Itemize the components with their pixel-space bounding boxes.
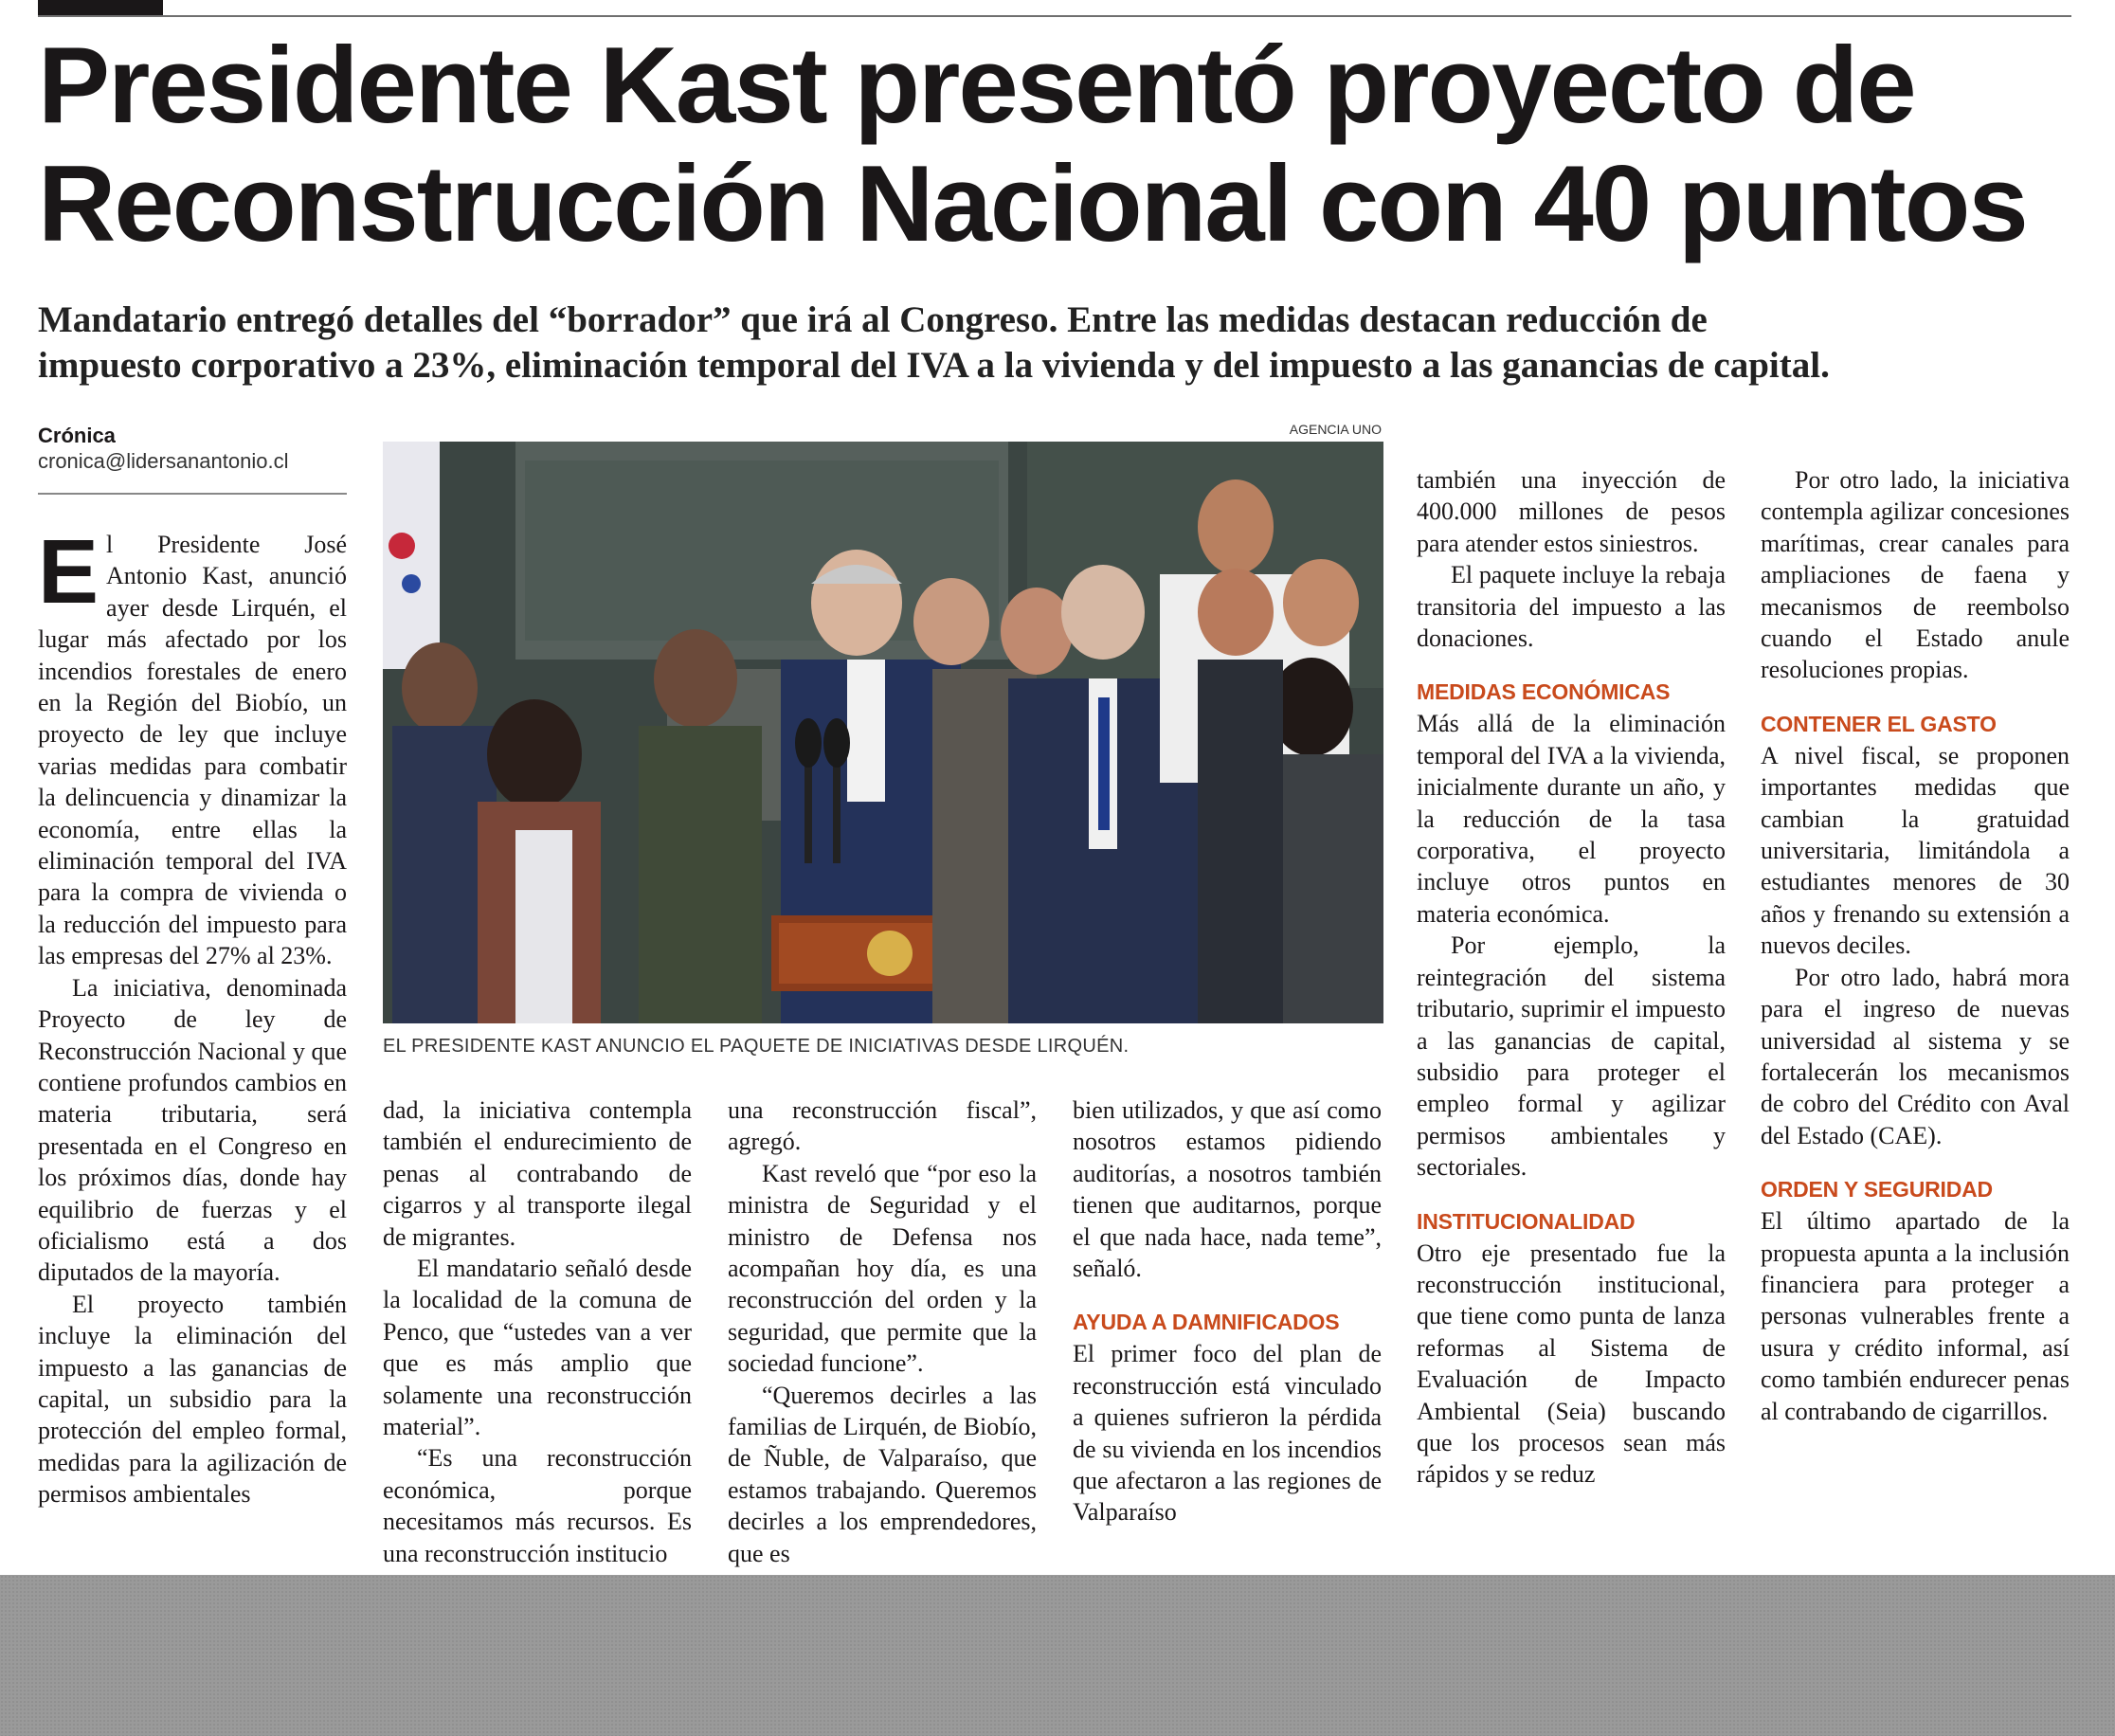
photo-credit: AGENCIA UNO — [1289, 422, 1382, 437]
subhead-medidas-economicas: MEDIDAS ECONÓMICAS — [1417, 679, 1671, 705]
paragraph: también una inyección de 400.000 millones de pesos para atender estos siniestros. — [1417, 466, 1726, 557]
paragraph: una reconstrucción fiscal”, agregó. — [728, 1096, 1037, 1156]
paragraph: Por otro lado, habrá mora para el ingreso de nuevas universidad al sistema y se fortalecerán los mecanismos de cobro del Crédito con Aval del Estado (CAE). — [1761, 963, 2070, 1149]
paragraph: bien utilizados, y que así como nosotros estamos pidiendo auditorías, a nosotros también tienen que auditarnos, porque el que nada hace, nada teme”, señaló. — [1073, 1096, 1382, 1283]
paragraph: El paquete incluye la rebaja transitoria del impuesto a las donaciones. — [1417, 561, 1726, 653]
subhead-contener-el-gasto: CONTENER EL GASTO — [1761, 711, 1997, 736]
photo-caption: EL PRESIDENTE KAST ANUNCIO EL PAQUETE DE INICIATIVAS DESDE LIRQUÉN. — [383, 1036, 1130, 1057]
paragraph: La iniciativa, denominada Proyecto de ley de Reconstrucción Nacional y que contiene profundos cambios en materia tributaria, será presentada en el Congreso en los próximos días, donde hay equilibrio de fuerzas y el oficialismo está a dos diputados de la mayoría. — [38, 973, 347, 1287]
subhead-orden-y-seguridad: ORDEN Y SEGURIDAD — [1761, 1177, 1993, 1203]
paragraph: dad, la iniciativa contempla también el endurecimiento de penas al contrabando de cigarros y al transporte ilegal de migrantes. — [383, 1096, 692, 1251]
subhead-ayuda-a-damnificados: AYUDA A DAMNIFICADOS — [1073, 1310, 1340, 1335]
paragraph: El último apartado de la propuesta apunta a la inclusión financiera para proteger a personas vulnerables frente a usura y crédito informal, así como también endurecer penas al contrabando de cigarrillos. — [1761, 1207, 2070, 1425]
column-3 — [728, 1094, 1037, 1592]
paragraph: “Queremos decirles a las familias de Lirquén, de Biobío, de Ñuble, de Valparaíso, que estamos trabajando. Queremos decirles a los emprendedores, que es — [728, 1381, 1037, 1567]
paragraph: Kast reveló que “por eso la ministra de Seguridad y el ministro de Defensa nos acompañan hoy día, es una reconstrucción del orden y la seguridad, que permite que la sociedad funcione”. — [728, 1159, 1037, 1378]
top-rule — [38, 15, 2071, 17]
byline-section: Crónica — [38, 424, 116, 447]
subhead-institucionalidad: INSTITUCIONALIDAD — [1417, 1208, 1636, 1234]
paragraph: El proyecto también incluye la eliminación del impuesto a las ganancias de capital, un subsidio para la protección del empleo formal, medidas para la agilización de permisos ambientales — [38, 1290, 347, 1509]
headline-line-2: Reconstrucción Nacional con 40 puntos — [38, 144, 2027, 264]
press-conference-illustration — [383, 442, 1383, 1023]
paragraph: “Es una reconstrucción económica, porque necesitamos más recursos. Es una reconstrucción institucio — [383, 1444, 692, 1567]
news-photo — [383, 442, 1383, 1023]
dropcap-letter: E — [38, 529, 99, 623]
bottom-grey-overlay — [0, 1575, 2115, 1736]
deck-subtitle — [38, 298, 2094, 389]
column-6 — [1761, 464, 2070, 1592]
column-5 — [1417, 464, 1726, 1592]
deck-line-2: impuesto corporativo a 23%, eliminación temporal del IVA a la vivienda y del impuesto a las ganancias de capital. — [38, 345, 1830, 386]
paragraph: El primer foco del plan de reconstrucción está vinculado a quienes sufrieron la pérdida de su vivienda en los incendios que afectaron a las regiones de Valparaíso — [1073, 1340, 1382, 1527]
column-4 — [1073, 1094, 1382, 1592]
paragraph: El mandatario señaló desde la localidad de la comuna de Penco, que “ustedes van a ver que es más amplio que solamente una reconstrucción material”. — [383, 1255, 692, 1441]
paragraph: Más allá de la eliminación temporal del IVA a la vivienda, inicialmente durante un año, y la reducción de la tasa corporativa, el proyecto incluye otros puntos en materia económica. — [1417, 710, 1726, 928]
byline-email: cronica@lidersanantonio.cl — [38, 449, 289, 473]
paragraph: A nivel fiscal, se proponen importantes medidas que cambian la gratuidad universitaria, limitándola a estudiantes menores de 30 años y frenando su extensión a nuevos deciles. — [1761, 741, 2070, 960]
section-marker-bar — [38, 0, 163, 15]
headline — [38, 27, 2104, 263]
lead-paragraph — [38, 529, 347, 972]
lead-text: l Presidente José Antonio Kast, anunció ayer desde Lirquén, el lugar más afectado por los incendios forestales de enero en la Región del Biobío, un proyecto de ley que incluye varias medidas para combatir la delincuencia y dinamizar la economía, entre ellas la eliminación temporal del IVA para la compra de vivienda o la reducción del impuesto para las empresas del 27% al 23%. — [38, 531, 347, 970]
column-1 — [38, 529, 347, 1592]
byline-rule — [38, 493, 347, 495]
headline-line-1: Presidente Kast presentó proyecto de — [38, 26, 1915, 146]
paragraph: Por ejemplo, la reintegración del sistema tributario, suprimir el impuesto a las ganancias de capital, subsidio para proteger el empleo formal y agilizar permisos ambientales y sectoriales. — [1417, 931, 1726, 1182]
column-2 — [383, 1094, 692, 1592]
paragraph: Otro eje presentado fue la reconstrucción institucional, que tiene como punta de lanza reformas al Sistema de Evaluación de Impacto Ambiental (Seia) buscando que los procesos sean más rápidos y se reduz — [1417, 1239, 1726, 1489]
deck-line-1: Mandatario entregó detalles del “borrador” que irá al Congreso. Entre las medidas destacan reducción de — [38, 299, 1708, 340]
paragraph: Por otro lado, la iniciativa contempla agilizar concesiones marítimas, crear canales para ampliaciones de faena y mecanismos de reembolso cuando el Estado anule resoluciones propias. — [1761, 466, 2070, 684]
